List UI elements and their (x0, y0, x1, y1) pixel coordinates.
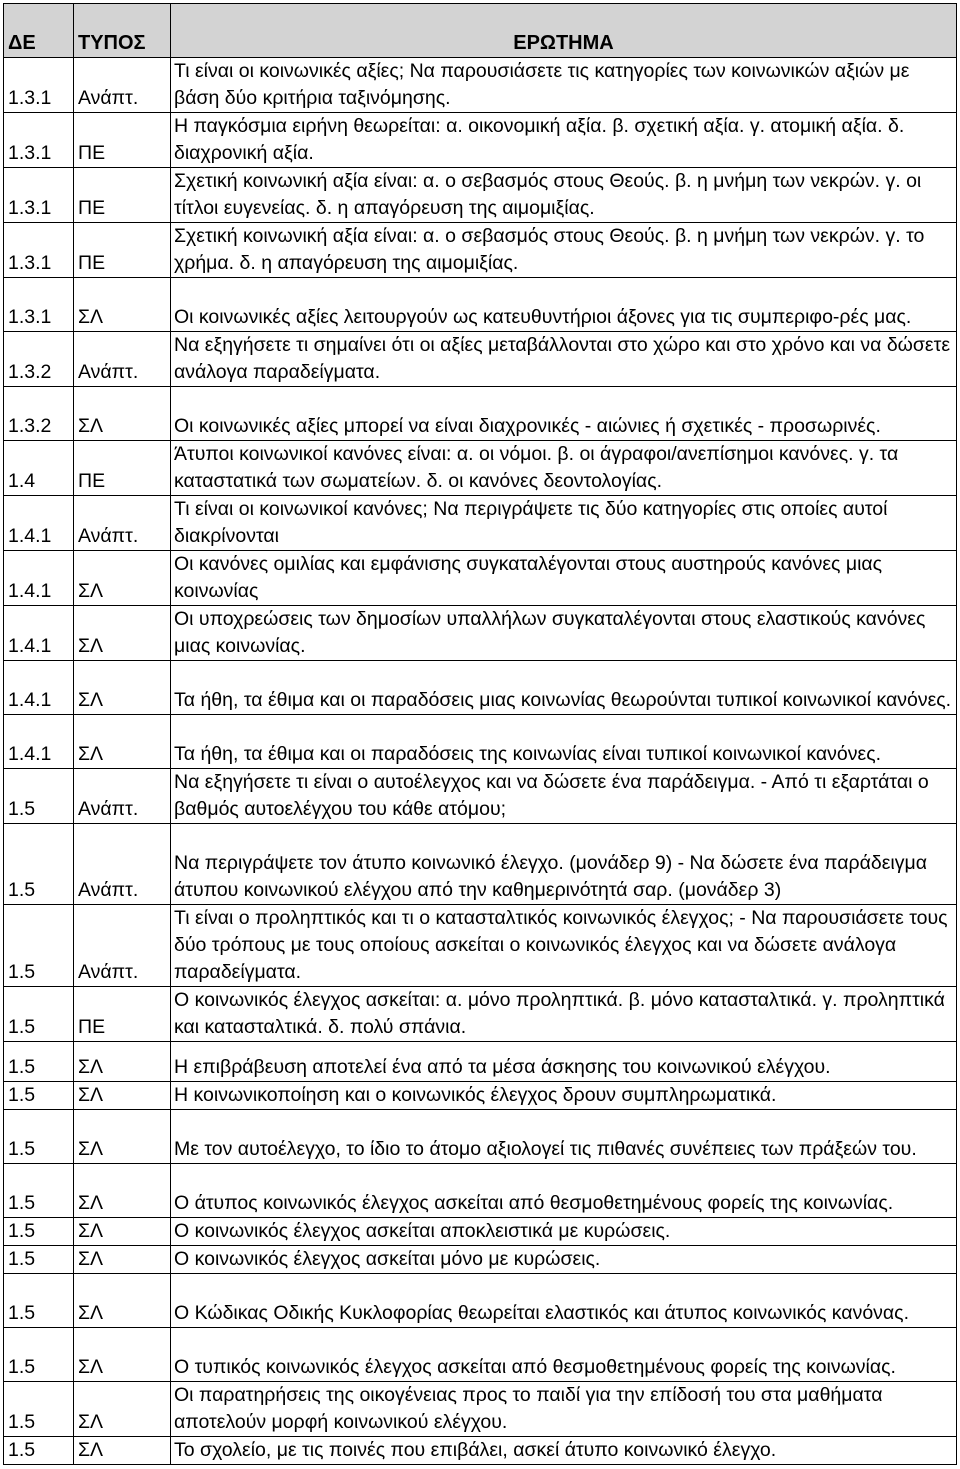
cell-de: 1.5 (4, 1110, 74, 1164)
cell-question: Σχετική κοινωνική αξία είναι: α. ο σεβασμός στους Θεούς. β. η μνήμη των νεκρών. γ. το χρήμα. δ. η απαγόρευση της αιμομιξίας. (171, 223, 957, 278)
cell-question: Τα ήθη, τα έθιμα και οι παραδόσεις μιας κοινωνίας θεωρούνται τυπικοί κοινωνικοί κανόνες. (171, 661, 957, 715)
cell-type: ΣΛ (74, 1218, 171, 1246)
table-row (4, 987, 957, 1042)
cell-question: Οι κοινωνικές αξίες λειτουργούν ως κατευθυντήριοι άξονες για τις συμπεριφο-ρές μας. (171, 278, 957, 332)
table-row (4, 661, 957, 715)
cell-question: Να εξηγήσετε τι είναι ο αυτοέλεγχος και να δώσετε ένα παράδειγμα. - Από τι εξαρτάται ο βαθμός αυτοελέγχου του κάθε ατόμου; (171, 769, 957, 824)
table-row (4, 1042, 957, 1082)
cell-de: 1.5 (4, 987, 74, 1042)
cell-type: ΣΛ (74, 1110, 171, 1164)
cell-de: 1.5 (4, 1164, 74, 1218)
cell-de: 1.3.2 (4, 332, 74, 387)
cell-de: 1.3.1 (4, 168, 74, 223)
table-row (4, 1274, 957, 1328)
table-row (4, 223, 957, 278)
table-body (4, 58, 957, 1465)
table-row (4, 496, 957, 551)
cell-de: 1.4.1 (4, 496, 74, 551)
cell-question: Οι κανόνες ομιλίας και εμφάνισης συγκαταλέγονται στους αυστηρούς κανόνες μιας κοινωνίας (171, 551, 957, 606)
cell-question: Ο Κώδικας Οδικής Κυκλοφορίας θεωρείται ελαστικός και άτυπος κοινωνικός κανόνας. (171, 1274, 957, 1328)
cell-de: 1.3.1 (4, 278, 74, 332)
cell-de: 1.5 (4, 1274, 74, 1328)
cell-de: 1.5 (4, 1082, 74, 1110)
table-row (4, 1218, 957, 1246)
cell-type: Ανάπτ. (74, 824, 171, 905)
cell-question: Τι είναι οι κοινωνικοί κανόνες; Να περιγράψετε τις δύο κατηγορίες στις οποίες αυτοί διακρίνονται (171, 496, 957, 551)
cell-type: ΣΛ (74, 1082, 171, 1110)
cell-question: Άτυποι κοινωνικοί κανόνες είναι: α. οι νόμοι. β. οι άγραφοι/ανεπίσημοι κανόνες. γ. τα καταστατικά των σωματείων. δ. οι κανόνες δεοντολογίας. (171, 441, 957, 496)
cell-question: Να εξηγήσετε τι σημαίνει ότι οι αξίες μεταβάλλονται στο χώρο και στο χρόνο και να δώσετε ανάλογα παραδείγματα. (171, 332, 957, 387)
cell-type: ΣΛ (74, 1328, 171, 1382)
cell-type: ΣΛ (74, 606, 171, 661)
cell-question: Οι κοινωνικές αξίες μπορεί να είναι διαχρονικές - αιώνιες ή σχετικές - προσωρινές. (171, 387, 957, 441)
cell-de: 1.5 (4, 1382, 74, 1437)
cell-de: 1.5 (4, 1328, 74, 1382)
cell-type: Ανάπτ. (74, 905, 171, 987)
table-row (4, 606, 957, 661)
cell-type: ΣΛ (74, 1437, 171, 1465)
cell-question: Οι υποχρεώσεις των δημοσίων υπαλλήλων συγκαταλέγονται στους ελαστικούς κανόνες μιας κοινωνίας. (171, 606, 957, 661)
cell-de: 1.4.1 (4, 606, 74, 661)
cell-type: ΠΕ (74, 113, 171, 168)
cell-question: Τι είναι οι κοινωνικές αξίες; Να παρουσιάσετε τις κατηγορίες των κοινωνικών αξιών με βάση δύο κριτήρια ταξινόμησης. (171, 58, 957, 113)
table-row (4, 168, 957, 223)
cell-type: ΠΕ (74, 441, 171, 496)
cell-question: Να περιγράψετε τον άτυπο κοινωνικό έλεγχο. (μονάδερ 9) - Να δώσετε ένα παράδειγμα άτυπου κοινωνικού ελέγχου από την καθημερινότητά σαρ. (μονάδερ 3) (171, 824, 957, 905)
table-row (4, 1164, 957, 1218)
cell-type: ΠΕ (74, 223, 171, 278)
table-row (4, 58, 957, 113)
cell-type: ΣΛ (74, 278, 171, 332)
cell-question: Η παγκόσμια ειρήνη θεωρείται: α. οικονομική αξία. β. σχετική αξία. γ. ατομική αξία. δ. διαχρονική αξία. (171, 113, 957, 168)
cell-question: Η επιβράβευση αποτελεί ένα από τα μέσα άσκησης του κοινωνικού ελέγχου. (171, 1042, 957, 1082)
cell-question: Τι είναι ο προληπτικός και τι ο κατασταλτικός κοινωνικός έλεγχος; - Να παρουσιάσετε τους δύο τρόπους με τους οποίους ασκείται ο κοινωνικός έλεγχος και να δώσετε ανάλογα παραδείγματα. (171, 905, 957, 987)
cell-de: 1.5 (4, 1042, 74, 1082)
table-row (4, 769, 957, 824)
cell-type: Ανάπτ. (74, 769, 171, 824)
cell-type: Ανάπτ. (74, 496, 171, 551)
cell-type: ΠΕ (74, 168, 171, 223)
cell-de: 1.5 (4, 1437, 74, 1465)
table-row (4, 905, 957, 987)
cell-de: 1.4.1 (4, 551, 74, 606)
cell-de: 1.4.1 (4, 661, 74, 715)
cell-type: Ανάπτ. (74, 332, 171, 387)
cell-question: Με τον αυτοέλεγχο, το ίδιο το άτομο αξιολογεί τις πιθανές συνέπειες των πράξεών του. (171, 1110, 957, 1164)
cell-question: Οι παρατηρήσεις της οικογένειας προς το παιδί για την επίδοσή του στα μαθήματα αποτελούν μορφή κοινωνικού ελέγχου. (171, 1382, 957, 1437)
cell-type: ΣΛ (74, 1246, 171, 1274)
table-row (4, 1382, 957, 1437)
cell-type: ΣΛ (74, 551, 171, 606)
header-type: ΤΥΠΟΣ (74, 4, 171, 58)
cell-de: 1.5 (4, 905, 74, 987)
cell-type: ΣΛ (74, 1274, 171, 1328)
cell-de: 1.5 (4, 769, 74, 824)
cell-de: 1.5 (4, 1246, 74, 1274)
cell-type: ΣΛ (74, 387, 171, 441)
cell-question: Η κοινωνικοποίηση και ο κοινωνικός έλεγχος δρουν συμπληρωματικά. (171, 1082, 957, 1110)
cell-de: 1.3.1 (4, 113, 74, 168)
cell-question: Ο άτυπος κοινωνικός έλεγχος ασκείται από θεσμοθετημένους φορείς της κοινωνίας. (171, 1164, 957, 1218)
cell-de: 1.5 (4, 1218, 74, 1246)
cell-question: Τα ήθη, τα έθιμα και οι παραδόσεις της κοινωνίας είναι τυπικοί κοινωνικοί κανόνες. (171, 715, 957, 769)
table-row (4, 1328, 957, 1382)
cell-de: 1.5 (4, 824, 74, 905)
cell-question: Ο κοινωνικός έλεγχος ασκείται: α. μόνο προληπτικά. β. μόνο κατασταλτικά. γ. προληπτικά και κατασταλτικά. δ. πολύ σπάνια. (171, 987, 957, 1042)
cell-type: ΣΛ (74, 661, 171, 715)
table-row (4, 278, 957, 332)
table-row (4, 824, 957, 905)
table-row (4, 1082, 957, 1110)
cell-question: Σχετική κοινωνική αξία είναι: α. ο σεβασμός στους Θεούς. β. η μνήμη των νεκρών. γ. οι τίτλοι ευγενείας. δ. η απαγόρευση της αιμομιξίας. (171, 168, 957, 223)
header-de: ΔΕ (4, 4, 74, 58)
cell-type: Ανάπτ. (74, 58, 171, 113)
table-row (4, 332, 957, 387)
cell-type: ΣΛ (74, 1164, 171, 1218)
header-question: ΕΡΩΤΗΜΑ (171, 4, 957, 58)
cell-de: 1.4.1 (4, 715, 74, 769)
table-row (4, 1110, 957, 1164)
table-row (4, 715, 957, 769)
cell-question: Το σχολείο, με τις ποινές που επιβάλει, ασκεί άτυπο κοινωνικό έλεγχο. (171, 1437, 957, 1465)
table-row (4, 551, 957, 606)
cell-type: ΠΕ (74, 987, 171, 1042)
cell-question: Ο κοινωνικός έλεγχος ασκείται μόνο με κυρώσεις. (171, 1246, 957, 1274)
cell-type: ΣΛ (74, 1382, 171, 1437)
cell-de: 1.3.1 (4, 223, 74, 278)
table-row (4, 387, 957, 441)
cell-de: 1.3.2 (4, 387, 74, 441)
cell-type: ΣΛ (74, 715, 171, 769)
cell-question: Ο κοινωνικός έλεγχος ασκείται αποκλειστικά με κυρώσεις. (171, 1218, 957, 1246)
table-row (4, 1246, 957, 1274)
table-row (4, 113, 957, 168)
cell-de: 1.4 (4, 441, 74, 496)
table-row (4, 441, 957, 496)
table-row (4, 1437, 957, 1465)
cell-type: ΣΛ (74, 1042, 171, 1082)
questions-table (3, 3, 957, 1465)
header-row (4, 4, 957, 58)
cell-question: Ο τυπικός κοινωνικός έλεγχος ασκείται από θεσμοθετημένους φορείς της κοινωνίας. (171, 1328, 957, 1382)
cell-de: 1.3.1 (4, 58, 74, 113)
